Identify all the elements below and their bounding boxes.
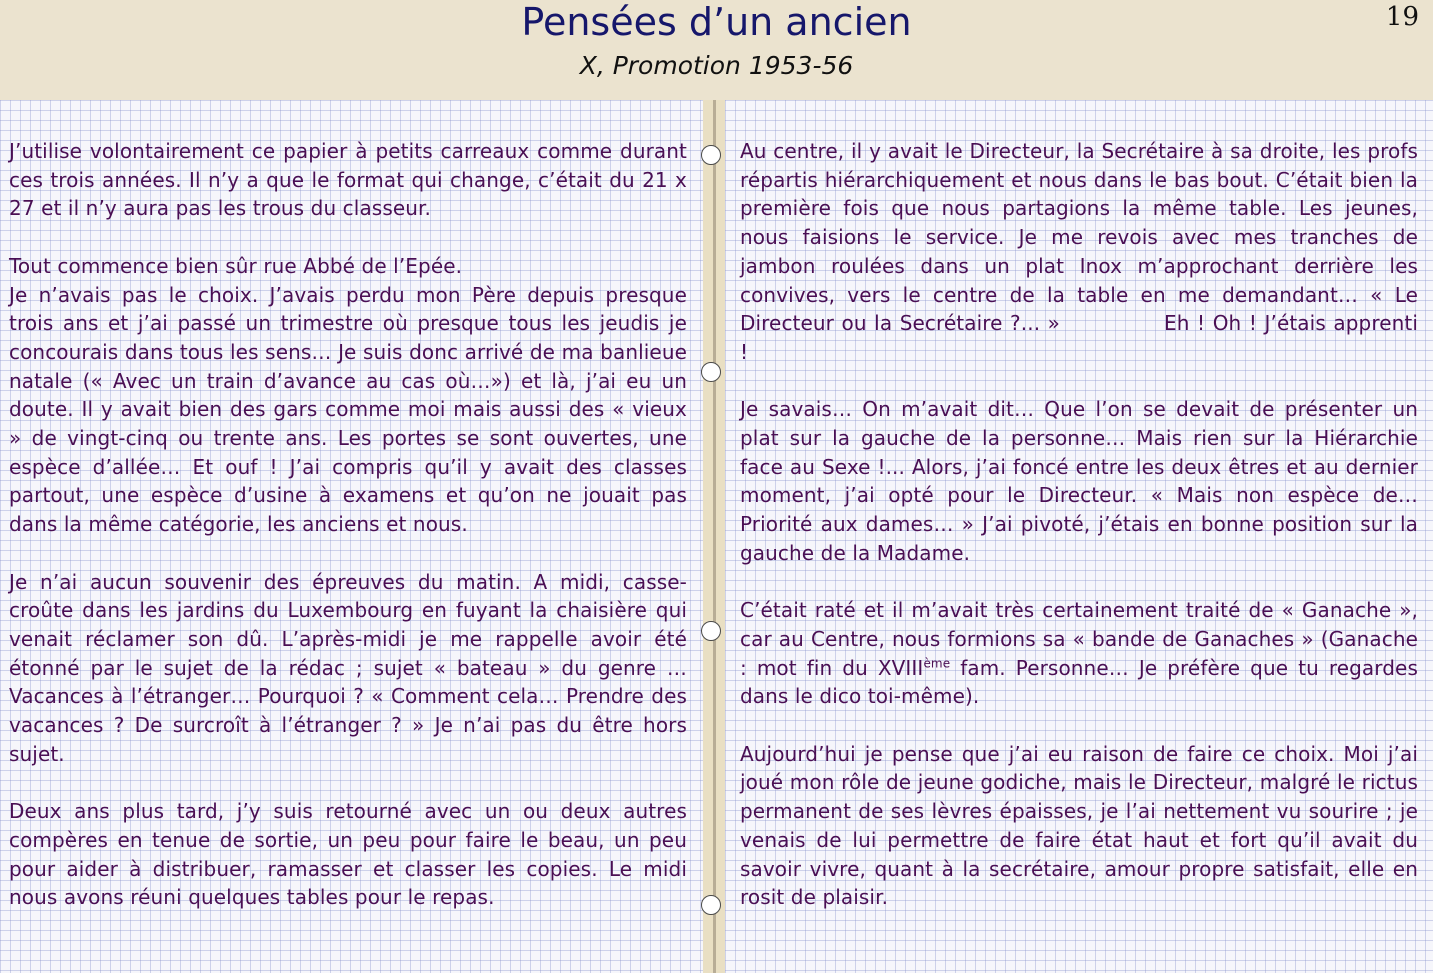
binder-spine: [713, 100, 716, 973]
page-subtitle: X, Promotion 1953-56: [579, 51, 854, 80]
paragraph: Deux ans plus tard, j’y suis retourné avec un ou deux autres compères en tenue de sortie, un peu pour faire le beau, un peu pour aider à distribuer, ramasser et classer les copies. Le midi nous avons réuni quelques tables pour le repas.: [9, 799, 687, 910]
paragraph-body: fam. Personne… Je préfère que tu regardes dans le dico toi-même).: [740, 655, 1418, 709]
paragraph-body: Au centre, il y avait le Directeur, la Secrétaire à sa droite, les profs répartis hiérarchiquement et nous dans le bas bout. C’était bien la première fois que nous partagions la même table. Les jeunes, nous faisions le service. Je me revois avec mes tranches de jambon roulées dans un plat Inox m’approchant derrière les convives, vers le centre de la table en me demandant… « Le Directeur ou la Secrétaire ?... »: [740, 139, 1418, 336]
paragraph: [740, 137, 1418, 367]
paragraph-body: Je n’avais pas le choix. J’avais perdu mon Père depuis presque trois ans et j’ai passé un trimestre où presque tous les jeudis je concourais dans tous les sens… Je suis donc arrivé de ma banlieue natale (« Avec un train d’avance au cas où…») et là, j’ai eu un doute. Il y avait bien des gars comme moi mais aussi des « vieux » de vingt-cinq ou trente ans. Les portes se sont ouvertes, une espèce d’allée… Et ouf ! J’ai compris qu’il y avait des classes partout, une espèce d’usine à examens et qu’on ne jouait pas dans la même catégorie, les anciens et nous.: [9, 282, 687, 537]
binder-ring-icon: [701, 362, 721, 382]
paragraph-exclamation: Eh ! Oh ! J’étais apprenti !: [740, 311, 1418, 364]
paragraph-body: C’était raté et il m’avait très certainement traité de « Ganache », car au Centre, nous formions sa « bande de Ganaches » (Ganache : mot fin du XVIII: [740, 598, 1418, 680]
binder-ring-icon: [701, 145, 721, 165]
right-text-column: [740, 137, 1418, 941]
left-text-column: [9, 137, 687, 941]
paragraph: Je savais… On m’avait dit… Que l’on se devait de présenter un plat sur la gauche de la personne… Mais rien sur la Hiérarchie face au Sexe !... Alors, j’ai foncé entre les deux êtres et au dernier moment, j’ai opté pour le Directeur. « Mais non espèce de… Priorité aux dames… » J’ai pivoté, j’étais en bonne position sur la gauche de la Madame.: [740, 397, 1418, 565]
paragraph: Aujourd’hui je pense que j’ai eu raison de faire ce choix. Moi j’ai joué mon rôle de jeune godiche, mais le Directeur, malgré le rictus permanent de ses lèvres épaisses, je l’ai nettement vu sourire ; je venais de lui permettre de faire état haut et fort qu’il avait du savoir vivre, quant à la secrétaire, amour propre satisfait, elle en rosit de plaisir.: [740, 741, 1418, 910]
paragraph: J’utilise volontairement ce papier à petits carreaux comme durant ces trois années. Il n’y a que le format qui change, c’était du 21 x 27 et il n’y aura pas les trous du classeur.: [9, 139, 687, 221]
paragraph-opening-line: Tout commence bien sûr rue Abbé de l’Epée.: [9, 253, 463, 278]
superscript: ème: [923, 655, 951, 670]
binder-ring-icon: [701, 895, 721, 915]
paragraph: Je n’ai aucun souvenir des épreuves du matin. A midi, casse-croûte dans les jardins du Luxembourg en fuyant la chaisière qui venait réclamer son dû. L’après-midi je me rappelle avoir été étonné par le sujet de la rédac ; sujet « bateau » du genre … Vacances à l’étranger… Pourquoi ? « Comment cela… Prendre des vacances ? De surcroît à l’étranger ? » Je n’ai pas du être hors sujet.: [9, 569, 687, 766]
binder-ring-icon: [701, 621, 721, 641]
binder-gutter: [703, 100, 725, 973]
page-number: 19: [1385, 2, 1419, 32]
paragraph: [740, 596, 1418, 711]
paragraph: [9, 252, 687, 539]
page-title: Pensées d’un ancien: [521, 0, 912, 44]
